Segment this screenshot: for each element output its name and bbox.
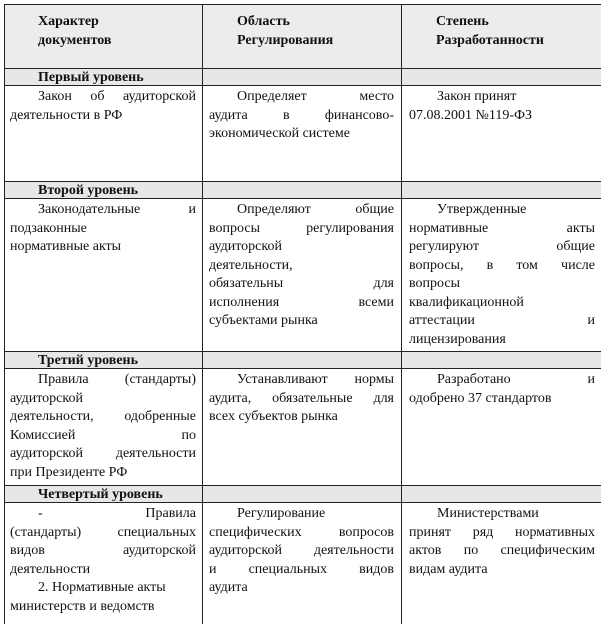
cell-line: Закон принят (437, 89, 517, 104)
cell-line: вопросы, в том числе (409, 257, 595, 273)
cell-line: Определяет место (237, 89, 394, 104)
cell-line: деятельности, одобренные (10, 409, 196, 424)
grid-line (4, 4, 5, 624)
grid-line (4, 181, 601, 182)
header-line: документов (38, 33, 112, 48)
cell-line: экономической системе (209, 126, 350, 141)
cell-line: регулируют общие (409, 239, 595, 254)
level-title: Третий уровень (38, 353, 138, 368)
grid-line (4, 485, 601, 486)
cell-line: деятельности в РФ (10, 107, 123, 123)
cell-line: принят ряд нормативных (409, 524, 595, 540)
cell-line: Министерствами (437, 506, 539, 521)
cell-line: актов по специфическим (409, 543, 595, 558)
cell-line: вопросы регулирования (209, 220, 394, 236)
level4-doc-cell (10, 505, 196, 616)
cell-line: Устанавливают нормы (237, 372, 394, 387)
level2-status-cell (409, 201, 595, 349)
cell-line: аудиторской (209, 239, 282, 254)
cell-line: исполнения всеми (209, 294, 394, 310)
cell-line: 07.08.2001 №119-ФЗ (409, 107, 533, 123)
cell-line: (стандарты) специальных (10, 524, 196, 540)
level3-status-cell (409, 371, 595, 408)
grid-line (401, 4, 402, 624)
cell-line: 2. Нормативные акты (38, 580, 166, 595)
cell-line: Определяют общие (237, 202, 394, 217)
cell-line: всех субъектов рынка (209, 409, 338, 424)
cell-line: одобрено 37 стандартов (409, 390, 552, 406)
cell-line: вопросы (409, 276, 460, 291)
level3-scope-cell (209, 371, 394, 427)
level-title: Второй уровень (38, 183, 139, 198)
level-title: Первый уровень (38, 70, 144, 85)
grid-line (4, 85, 601, 86)
cell-line: аттестации и (409, 313, 595, 328)
cell-line: Законодательные и (38, 202, 196, 217)
level4-scope-cell (209, 505, 394, 598)
level4-status-cell (409, 505, 595, 579)
cell-line: нормативные акты (409, 220, 595, 236)
grid-line (4, 198, 601, 199)
header-document-type (38, 12, 112, 50)
header-line: Степень (436, 14, 489, 29)
grid-line (4, 502, 601, 503)
cell-line: нормативные акты (10, 239, 122, 254)
cell-line: аудиторской деятельности (209, 543, 394, 558)
level1-doc-cell (10, 88, 196, 125)
cell-line: Закон об аудиторской (38, 89, 196, 104)
cell-line: аудита в финансово- (209, 107, 394, 123)
cell-line: Разработано и (437, 372, 595, 387)
cell-line: специфических вопросов (209, 524, 394, 540)
level1-status-cell (409, 88, 595, 125)
grid-line (202, 4, 203, 624)
header-line: Область (237, 14, 290, 29)
level2-scope-cell (209, 201, 394, 331)
level2-doc-cell (10, 201, 196, 257)
cell-line: лицензирования (409, 331, 506, 347)
cell-line: обязательны для (209, 276, 394, 291)
cell-line: аудита (209, 580, 248, 595)
cell-line: и специальных видов (209, 561, 394, 577)
cell-line: при Президенте РФ (10, 464, 128, 480)
cell-line: деятельности, (209, 257, 293, 273)
cell-line: - Правила (38, 506, 196, 521)
grid-line (4, 368, 601, 369)
cell-line: Утвержденные (437, 202, 527, 217)
cell-line: аудиторской деятельности (10, 446, 196, 461)
cell-line: Регулирование (237, 506, 326, 521)
header-development-degree (436, 12, 544, 50)
cell-line: деятельности (10, 561, 91, 577)
cell-line: подзаконные (10, 220, 87, 236)
cell-line: аудита, обязательные для (209, 390, 394, 406)
header-line: Разработанности (436, 33, 544, 48)
cell-line: Правила (стандарты) (38, 372, 196, 387)
cell-line: субъектами рынка (209, 313, 318, 328)
header-line: Регулирования (237, 33, 334, 48)
cell-line: видов аудиторской (10, 543, 196, 558)
header-line: Характер (38, 14, 99, 29)
cell-line: видам аудита (409, 561, 488, 577)
level-title: Четвертый уровень (38, 487, 163, 502)
cell-line: министерств и ведомств (10, 598, 155, 614)
grid-line (4, 4, 601, 5)
header-regulation-area (237, 12, 333, 50)
cell-line: Комиссией по (10, 427, 196, 443)
cell-line: квалификационной (409, 294, 524, 310)
grid-line (4, 351, 601, 352)
level3-doc-cell (10, 371, 196, 482)
grid-line (4, 68, 601, 69)
regulation-table (4, 4, 601, 624)
level1-scope-cell (209, 88, 394, 144)
cell-line: аудиторской (10, 390, 83, 406)
